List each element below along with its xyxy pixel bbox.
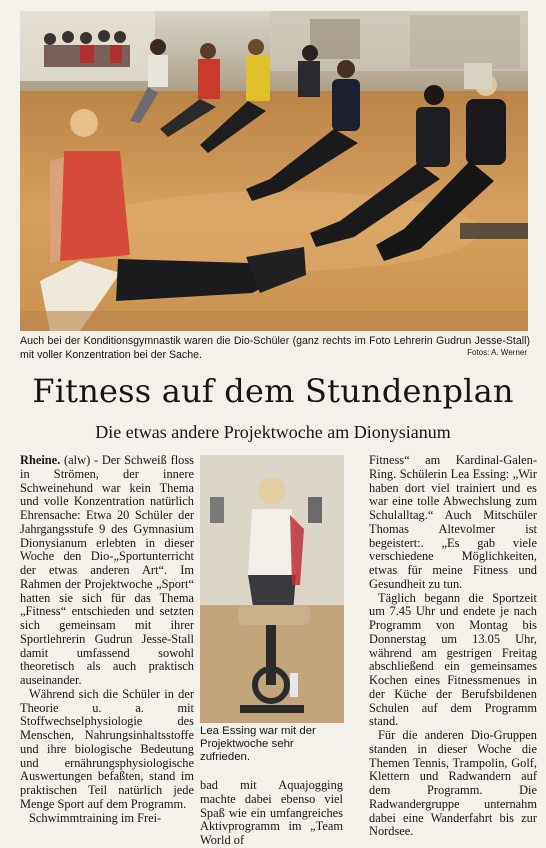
paragraph: Fitness“ am Kardinal-Galen-Ring. Schülerin Lea Essing: „Wir haben dort viel trainiert und es war eine tolle Abwechslung zum Schulalltag.“ Auch Mitschüler Thomas Altevolmer ist begeistert:. „Es gab viele verschiedene Möglichkeiten, etwas für meine Fitness und Gesundheit zu tun. [369, 453, 537, 591]
small-photo [200, 455, 344, 723]
article-column-2 [200, 779, 343, 848]
main-photo-caption: Auch bei der Konditionsgymnastik waren die Dio-Schüler (ganz rechts im Foto Lehrerin Gudrun Jesse-Stall) mit voller Konzentration bei der Sache. [20, 335, 530, 361]
paragraph: bad mit Aquajogging machte dabei ebenso viel Spaß wie ein umfangreiches Aktivprogramm im „Team World of [200, 778, 343, 847]
paragraph: Rheine. (alw) - Der Schweiß floss in Strömen, der innere Schweinehund war kein Thema und volle Konzentration natürlich Ehrensache: Etwa 20 Schüler der Jahrgangsstufe 9 des Gymnasium Dionysianum erlebten in dieser Woche den Dio-„Sportunterricht der etwas anderen Art“. Im Rahmen der Projektwoche „Sport“ hatten sie sich für das Thema „Fitness“ entschieden und setzten sich gemeinsam mit ihrer Sportlehrerin Gudrun Jesse-Stall damit umfassend sowohl theoretisch als auch praktisch auseinander. [20, 453, 194, 687]
dateline: Rheine. [20, 453, 61, 467]
main-photo [20, 11, 528, 331]
exercise-bike-illustration [200, 455, 344, 723]
paragraph: Für die anderen Dio-Gruppen standen in dieser Woche die Themen Tennis, Trampolin, Golf, Klettern und Radwandern auf dem Programm. Die Radwandergruppe unternahm dabei eine Wanderfahrt bis zur Nordsee. [369, 728, 537, 839]
article-subheadline: Die etwas andere Projektwoche am Dionysianum [95, 422, 451, 442]
paragraph: Schwimmtraining im Frei- [29, 810, 162, 825]
gym-class-illustration [20, 11, 528, 331]
article-column-3 [369, 454, 537, 839]
article-column-1 [20, 454, 194, 825]
article-headline: Fitness auf dem Stundenplan [32, 372, 514, 410]
photo-credit: Fotos: A. Werner [467, 348, 527, 357]
small-photo-caption: Lea Essing war mit der Projektwoche sehr zufrieden. [200, 725, 316, 763]
paragraph: Während sich die Schüler in der Theorie u. a. mit Stoffwechselphysiologie des Menschen, Nahrungsinhaltsstoffe und ihre biologische Bedeutung und ernährungsphysiologische Auswertungen befaßten, stand im praktischen Teil natürlich jede Menge Sport auf dem Programm. [20, 686, 194, 811]
paragraph: Täglich begann die Sportzeit um 7.45 Uhr und endete je nach Programm von Montag bis Donnerstag um 13.05 Uhr, während am gestrigen Freitag abschließend ein gemeinsames Kochen eines Fitnessmenues in der Küche der Berufsbildenen Schulen auf dem Programm stand. [369, 590, 537, 729]
